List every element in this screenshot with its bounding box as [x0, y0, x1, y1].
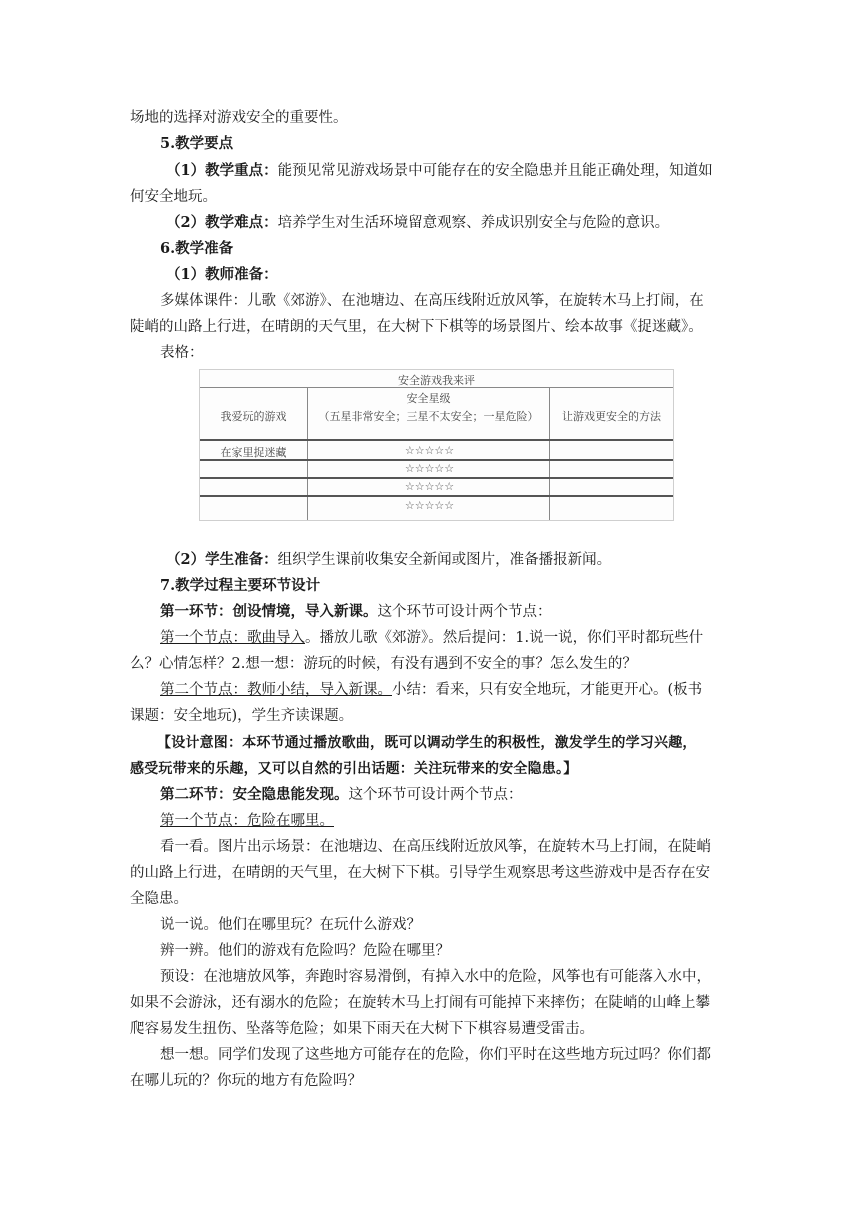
difficult-point-text: 培养学生对生活环境留意观察、养成识别安全与危险的意识。: [277, 215, 670, 231]
paragraph-line: 辨一辨。他们的游戏有危险吗？危险在哪里？: [160, 943, 450, 959]
key-point-line: [166, 158, 736, 184]
paragraph-line: 预设：在池塘放风筝，奔跑时容易滑倒，有掉入水中的危险，风筝也有可能落入水中，: [160, 969, 711, 985]
table-rule: [200, 477, 673, 479]
table-cell-stars: ☆☆☆☆☆: [404, 480, 455, 493]
difficult-point-line: [166, 210, 736, 236]
stage-two-line: [160, 782, 736, 808]
node-two-line: [160, 677, 736, 703]
table-header-rating-note: （五星非常安全；三星不太安全；一星危险）: [318, 410, 539, 423]
paragraph-line: 如果不会游泳，还有溺水的危险；在旋转木马上打闹有可能掉下来摔伤；在陡峭的山峰上攀: [130, 995, 710, 1011]
table-rule: [200, 439, 673, 441]
stage-one-text: 这个环节可设计两个节点：: [377, 604, 552, 620]
node-one-line: [160, 625, 736, 651]
key-point-text: 能预见常见游戏场景中可能存在的安全隐患并且能正确处理，知道如: [277, 163, 713, 179]
student-prep-text: 组织学生课前收集安全新闻或图片，准备播报新闻。: [277, 552, 612, 568]
paragraph-line: 在哪儿玩的？你玩的地方有危险吗？: [130, 1073, 362, 1089]
paragraph-line: 么？心情怎样？2.想一想：游玩的时候，有没有遇到不安全的事？怎么发生的？: [130, 656, 637, 672]
paragraph-line: 想一想。同学们发现了这些地方可能存在的危险，你们平时在这些地方玩过吗？你们都: [160, 1047, 711, 1063]
stage-two-text: 这个环节可设计两个节点：: [348, 787, 523, 803]
table-header-rating: 安全星级: [406, 392, 451, 405]
difficult-point-label: （2）教学难点：: [166, 214, 278, 231]
table-label: 表格：: [160, 345, 204, 361]
table-header-method: 让游戏更安全的方法: [562, 410, 661, 423]
stage-one-line: [160, 599, 736, 625]
table-header-game: 我爱玩的游戏: [220, 410, 287, 423]
paragraph-line: 全隐患。: [130, 891, 188, 907]
stage-two-label: 第二环节：安全隐患能发现。: [160, 786, 349, 803]
table-cell-stars: ☆☆☆☆☆: [404, 499, 455, 512]
key-point-label: （1）教学重点：: [166, 162, 278, 179]
teacher-prep-heading: （1）教师准备：: [166, 266, 278, 283]
table-cell-game: 在家里捉迷藏: [220, 446, 287, 459]
table-rule: [200, 459, 673, 461]
node-one-text: 。播放儿歌《郊游》。然后提问：1.说一说，你们平时都玩些什: [305, 630, 704, 646]
paragraph-line: 课题：安全地玩)，学生齐读课题。: [130, 708, 354, 724]
section-heading-7: 7.教学过程主要环节设计: [160, 577, 321, 594]
paragraph-line: 爬容易发生扭伤、坠落等危险；如果下雨天在大树下下棋容易遭受雷击。: [130, 1021, 594, 1037]
paragraph-line: 看一看。图片出示场景：在池塘边、在高压线附近放风筝，在旋转木马上打闹，在陡峭: [160, 839, 711, 855]
paragraph-line: 何安全地玩。: [130, 189, 217, 205]
node-three-line: [160, 808, 736, 834]
student-prep-line: [166, 547, 736, 573]
table-cell-stars: ☆☆☆☆☆: [404, 462, 455, 475]
section-heading-6: 6.教学准备: [160, 240, 234, 257]
node-one-title: 第一个节点：歌曲导入: [160, 630, 305, 646]
paragraph-line: 的山路上行进，在晴朗的天气里，在大树下下棋。引导学生观察思考这些游戏中是否存在安: [130, 865, 710, 881]
paragraph-line: 陡峭的山路上行进，在晴朗的天气里，在大树下下棋等的场景图片、绘本故事《捉迷藏》。: [130, 319, 703, 335]
table-title: 安全游戏我来评: [398, 374, 475, 387]
stage-one-label: 第一环节：创设情境，导入新课。: [160, 603, 378, 620]
table-rule: [200, 495, 673, 497]
table-cell-stars: ☆☆☆☆☆: [404, 444, 455, 457]
student-prep-label: （2）学生准备：: [166, 551, 278, 568]
design-intent-line: 感受玩带来的乐趣，又可以自然的引出话题：关注玩带来的安全隐患。】: [130, 761, 578, 777]
node-two-title: 第二个节点：教师小结，导入新课。: [160, 682, 392, 698]
paragraph-line: 多媒体课件：儿歌《郊游》、在池塘边、在高压线附近放风筝，在旋转木马上打闹，在: [160, 293, 704, 309]
node-three-title: 第一个节点：危险在哪里。: [160, 813, 334, 829]
section-heading-5: 5.教学要点: [160, 135, 234, 152]
design-intent-line: 【设计意图：本环节通过播放歌曲，既可以调动学生的积极性，激发学生的学习兴趣，: [157, 735, 697, 751]
safety-rating-table: [199, 369, 674, 521]
table-rule: [200, 387, 673, 388]
node-two-text: 小结：看来，只有安全地玩，才能更开心。(板书: [392, 682, 703, 698]
paragraph-line: 说一说。他们在哪里玩？在玩什么游戏？: [160, 917, 421, 933]
paragraph-line: 场地的选择对游戏安全的重要性。: [130, 110, 348, 126]
